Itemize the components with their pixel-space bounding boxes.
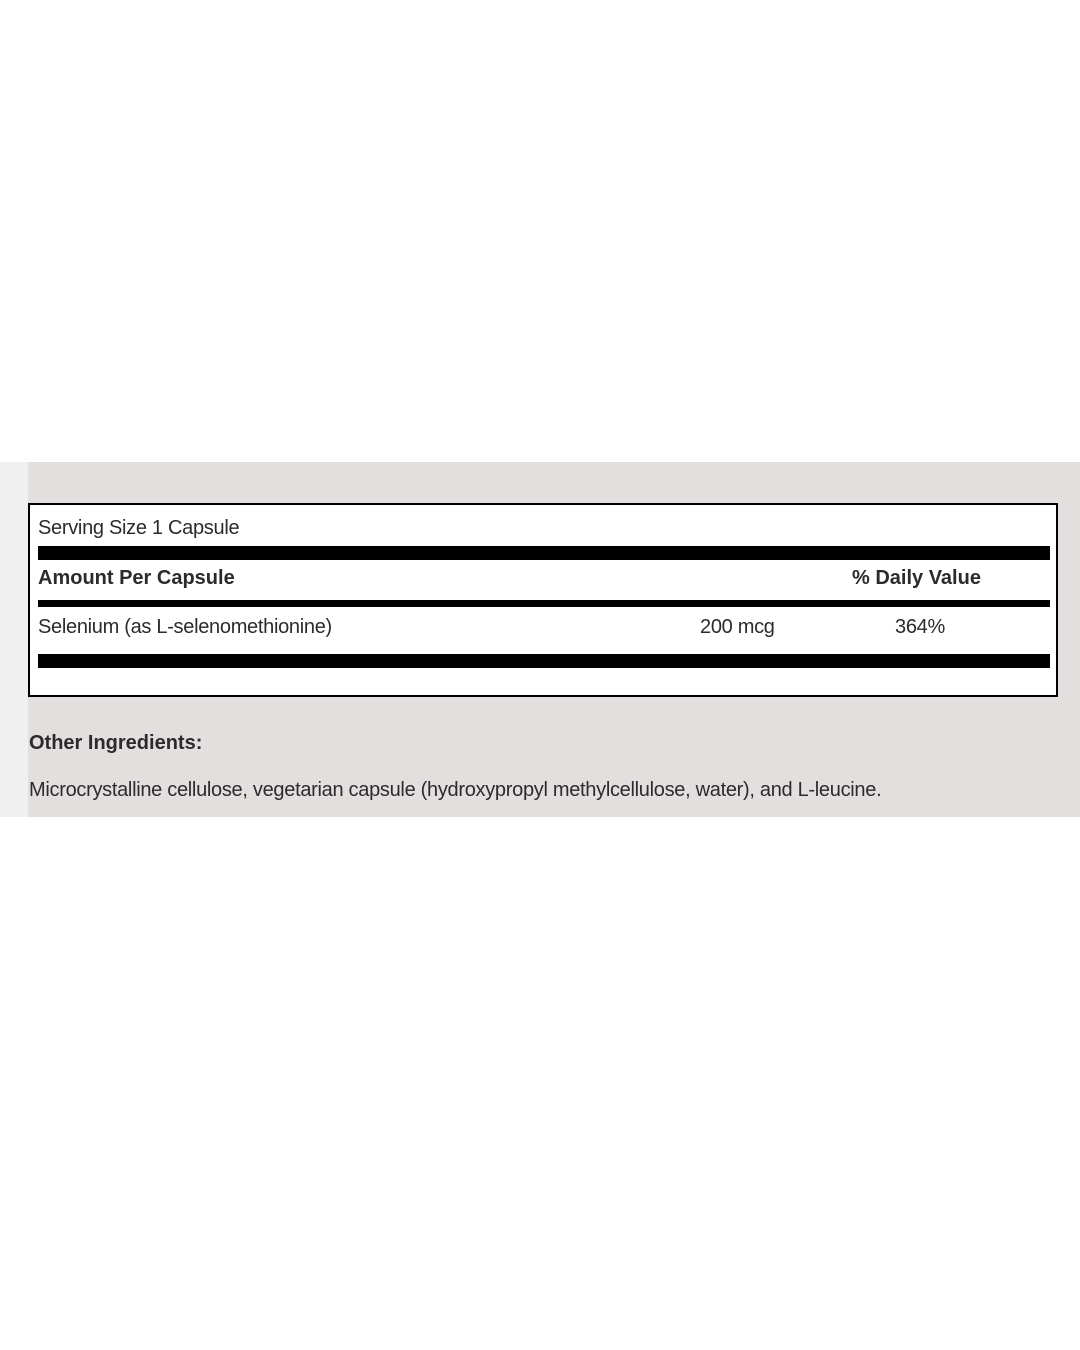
serving-size: Serving Size 1 Capsule [38, 517, 240, 539]
other-ingredients-title: Other Ingredients: [29, 732, 203, 754]
nutrient-amount: 200 mcg [700, 616, 775, 638]
medium-divider [38, 600, 1050, 607]
supplement-facts-table [28, 503, 1058, 697]
nutrient-daily-value: 364% [895, 616, 945, 638]
other-ingredients-text: Microcrystalline cellulose, vegetarian capsule (hydroxypropyl methylcellulose, water), and L-leucine. [29, 779, 882, 801]
amount-per-header: Amount Per Capsule [38, 567, 235, 589]
product-info-panel [28, 462, 1080, 817]
left-margin-strip [0, 462, 28, 817]
thick-divider [38, 546, 1050, 560]
nutrient-name: Selenium (as L-selenomethionine) [38, 616, 332, 638]
thick-divider-bottom [38, 654, 1050, 668]
daily-value-header: % Daily Value [852, 567, 981, 589]
